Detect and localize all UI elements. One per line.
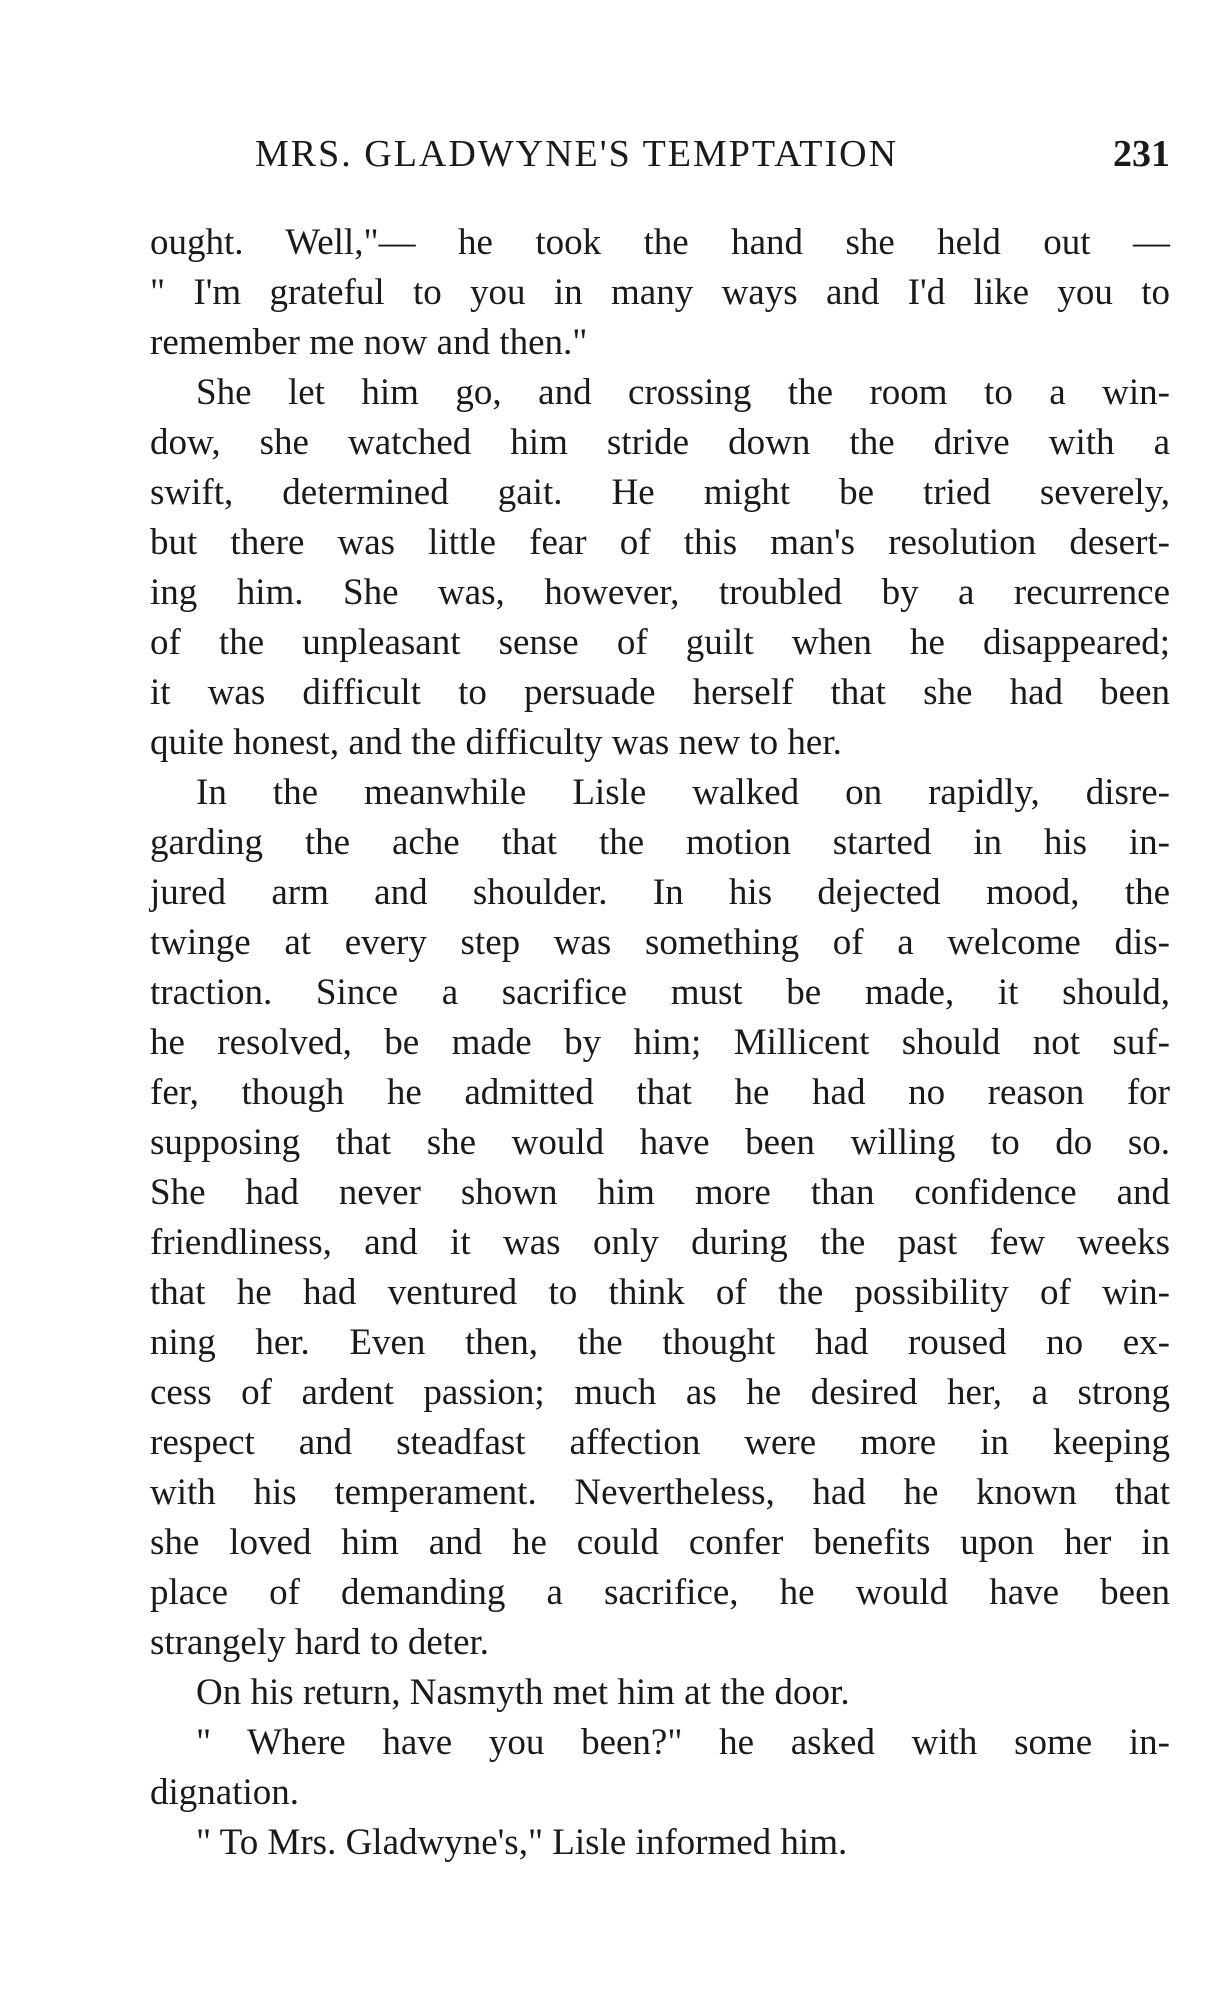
text-line: " To Mrs. Gladwyne's," Lisle informed him. [196, 1822, 848, 1863]
text-line: with his temperament. Nevertheless, had he known that [150, 1472, 1170, 1513]
text-line: supposing that she would have been willing to do so. [150, 1122, 1170, 1163]
text-line: twinge at every step was something of a welcome dis- [150, 922, 1170, 963]
text-line: " Where have you been?" he asked with some in- [196, 1722, 1170, 1763]
text-line: swift, determined gait. He might be tried severely, [150, 472, 1170, 513]
text-line: quite honest, and the difficulty was new to her. [150, 722, 842, 763]
text-line: fer, though he admitted that he had no reason for [150, 1072, 1170, 1113]
text-line: he resolved, be made by him; Millicent should not suf- [150, 1022, 1170, 1063]
text-line: garding the ache that the motion started in his in- [150, 822, 1170, 863]
text-line: of the unpleasant sense of guilt when he disappeared; [150, 622, 1170, 663]
text-line: dignation. [150, 1772, 300, 1813]
page-number: 231 [1113, 133, 1170, 175]
text-line: she loved him and he could confer benefits upon her in [150, 1522, 1170, 1563]
text-line: She had never shown him more than confidence and [150, 1172, 1170, 1213]
text-line: cess of ardent passion; much as he desired her, a strong [150, 1372, 1170, 1413]
running-head [150, 132, 1170, 182]
text-line: that he had ventured to think of the possibility of win- [150, 1272, 1170, 1313]
text-line: strangely hard to deter. [150, 1622, 490, 1663]
text-line: On his return, Nasmyth met him at the door. [196, 1672, 850, 1713]
text-line: " I'm grateful to you in many ways and I'd like you to [150, 272, 1170, 313]
text-line: respect and steadfast affection were more in keeping [150, 1422, 1170, 1463]
text-line: ning her. Even then, the thought had roused no ex- [150, 1322, 1170, 1363]
text-line: dow, she watched him stride down the drive with a [150, 422, 1170, 463]
text-line: remember me now and then." [150, 322, 588, 363]
text-line: it was difficult to persuade herself that she had been [150, 672, 1170, 713]
body-text [150, 218, 1170, 1868]
text-line: friendliness, and it was only during the past few weeks [150, 1222, 1170, 1263]
text-line: but there was little fear of this man's resolution desert- [150, 522, 1170, 563]
text-line: traction. Since a sacrifice must be made, it should, [150, 972, 1170, 1013]
text-line: ought. Well,"— he took the hand she held out — [150, 222, 1170, 263]
text-line: She let him go, and crossing the room to a win- [196, 372, 1170, 413]
running-title: MRS. GLADWYNE'S TEMPTATION [255, 133, 899, 175]
text-line: jured arm and shoulder. In his dejected mood, the [150, 872, 1170, 913]
text-line: ing him. She was, however, troubled by a recurrence [150, 572, 1170, 613]
text-line: In the meanwhile Lisle walked on rapidly, disre- [196, 772, 1170, 813]
text-line: place of demanding a sacrifice, he would have been [150, 1572, 1170, 1613]
